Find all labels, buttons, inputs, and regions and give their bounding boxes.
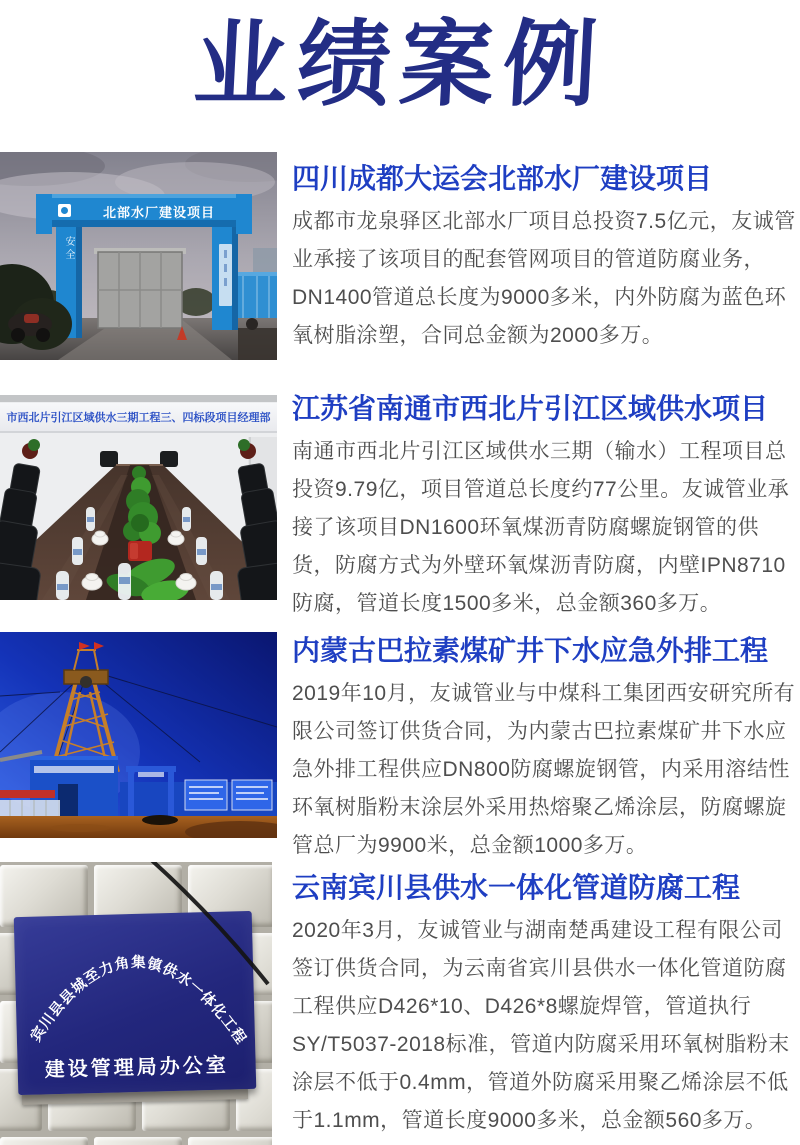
case-3: [0, 632, 800, 857]
case-4: [0, 862, 800, 1145]
cable-overlay: [0, 862, 272, 1145]
case-3-text: [292, 634, 798, 865]
case-1-text: [292, 162, 798, 355]
case-1: [0, 152, 800, 368]
case-3-description: 2019年10月，友诚管业与中煤科工集团西安研究所有限公司签订供货合同，为内蒙古巴拉素煤矿井下水应急外排工程供应DN800防腐螺旋钢管，内采用溶结性环氧树脂粉末涂层外采用热熔聚乙烯涂层，防腐螺旋管总厂为9900米，总金额1000多万。: [292, 681, 796, 857]
page-title: 业绩案例: [191, 12, 609, 117]
case-2-photo-meeting-room: [0, 395, 277, 600]
case-4-text: [292, 871, 798, 1140]
meeting-room-banner: [0, 403, 277, 433]
metal-gate-panel: [94, 248, 186, 328]
case-2: [0, 392, 800, 618]
power-cable: [148, 862, 268, 984]
case-4-title: 云南宾川县供水一体化管道防腐工程: [292, 872, 741, 903]
case-4-description: 2020年3月，友诚管业与湖南楚禹建设工程有限公司签订供货合同，为云南省宾川县供水一体化管道防腐工程供应D426*10、D426*8螺旋焊管，管道执行SY/T5037-2018标准，管道内防腐采用环氧树脂粉末涂层不低于0.4mm，管道外防腐采用聚乙烯涂层不低于1.1mm，管道长度9000多米，总金额560多万。: [292, 918, 790, 1132]
case-1-photo-gate: [0, 152, 277, 360]
case-4-photo-sign: [0, 862, 272, 1145]
case-3-title: 内蒙古巴拉素煤矿井下水应急外排工程: [292, 635, 769, 666]
meeting-room-banner-text: 市西北片引江区域供水三期工程三、四标段项目经理部: [6, 412, 271, 424]
case-1-title: 四川成都大运会北部水厂建设项目: [292, 163, 713, 194]
sign-arc-text: 宾川县县城至力角集镇供水一体化工程: [28, 954, 250, 1048]
case-3-photo-mine: [0, 632, 277, 838]
case-2-description: 南通市西北片引江区域供水三期（输水）工程项目总投资9.79亿，项目管道总长度约77公里。友诚管业承接了该项目DN1600环氧煤沥青防腐螺旋钢管的供货，防腐方式为外壁环氧煤沥青防腐，内壁IPN8710防腐，管道长度1500多米，总金额360多万。: [292, 439, 790, 615]
gate-pillar-slogan: 安全: [63, 236, 74, 262]
case-2-title: 江苏省南通市西北片引江区域供水项目: [292, 393, 769, 424]
gate-banner-text: 北部水厂建设项目: [102, 205, 215, 220]
mine-site-scene: [0, 632, 277, 838]
case-1-description: 成都市龙泉驿区北部水厂项目总投资7.5亿元，友诚管业承接了该项目的配套管网项目的管道防腐业务，DN1400管道总长度为9000多米，内外防腐为蓝色环氧树脂涂塑，合同总金额为2000多万。: [292, 209, 796, 347]
gate-scene: [0, 152, 277, 360]
case-2-text: [292, 392, 798, 623]
sign-bottom-text: 建设管理局办公室: [44, 1054, 229, 1082]
